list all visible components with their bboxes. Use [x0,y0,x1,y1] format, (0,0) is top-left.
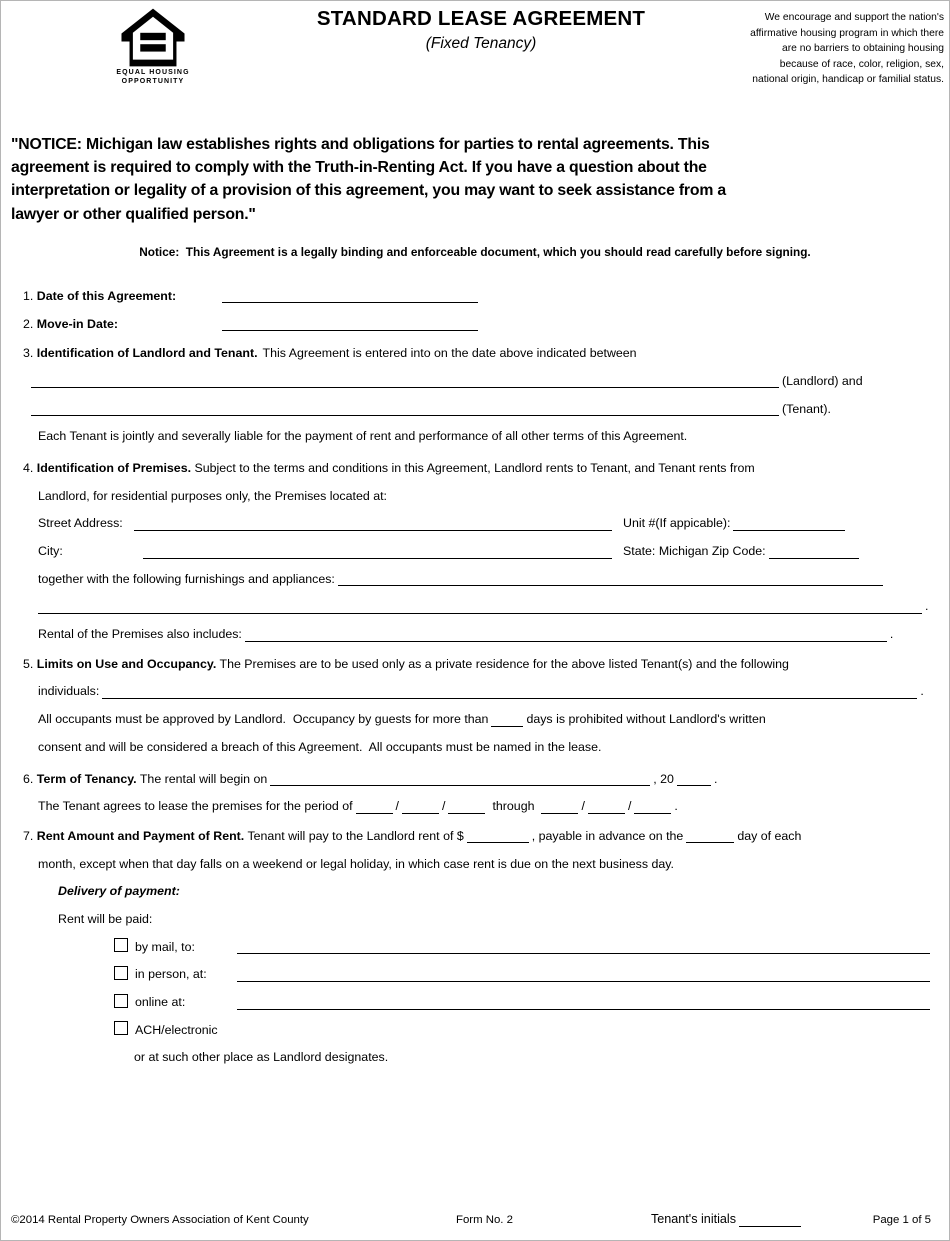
footer [1,1209,949,1235]
state-zip-label: State: Michigan Zip Code: [623,544,766,558]
individuals-row: individuals: . [38,684,924,699]
item-text: The Premises are to be used only as a private residence for the above listed Tenant(s) and the following [219,656,789,671]
furnishings-row [23,566,949,594]
street-address-row [23,510,949,538]
page-number: Page 1 of 5 [872,1214,931,1226]
logo-caption-line2: OPPORTUNITY [121,77,185,85]
rent-paid-intro: Rent will be paid: [58,911,153,926]
item-5-intro [23,651,949,679]
rent-amount-blank[interactable] [467,837,529,843]
city-label: City: [38,544,63,558]
checkbox-in-person[interactable] [114,966,128,980]
tenant-suffix: (Tenant). [782,401,831,416]
mail-address-blank[interactable] [237,948,930,954]
tagline-line: because of race, color, religion, sex, [779,58,944,70]
joint-liability-text: Each Tenant is jointly and severally liable for the payment of rent and performance of all other terms of this Agreement. [38,429,688,444]
tagline-line: national origin, handicap or familial status. [752,74,944,86]
item-label: Identification of Premises. [36,460,192,475]
tagline-line: We encourage and support the nation's [764,12,944,23]
tagline-line: are no barriers to obtaining housing [782,43,944,55]
landlord-suffix: (Landlord) and [782,373,863,388]
begin-year-blank[interactable] [677,780,711,786]
unit-number-label: Unit #(If appicable): [623,516,731,531]
copyright-text: ©2014 Rental Property Owners Association of Kent County [11,1214,309,1226]
payment-option-mail-row [23,934,949,962]
furnishings-continued-row: . [23,593,949,621]
online-address-blank[interactable] [237,1004,930,1010]
rent-due-text: month, except when that day falls on a weekend or legal holiday, in which case rent is due on the next business day. [38,856,674,871]
item-6-term-of-tenancy: 6. Term of Tenancy. The rental will begin on , 20 . [23,771,718,786]
other-place-text: or at such other place as Landlord designates. [134,1050,389,1065]
notice-line: lawyer or other qualified person." [11,205,256,223]
guest-days-row: All occupants must be approved by Landlord. Occupancy by guests for more than days is prohibited without Landlord's written [38,712,766,727]
unit-number-blank[interactable] [733,525,845,531]
period-start-day-blank[interactable] [402,808,439,814]
tenant-initials-label: Tenant's initials [651,1212,737,1226]
rent-due-day-blank[interactable] [686,837,734,843]
rental-includes-blank[interactable] [245,636,887,642]
item-4-intro-2: Landlord, for residential purposes only, the Premises located at: [38,488,387,503]
document-subtitle: (Fixed Tenancy) [425,35,537,52]
street-address-blank[interactable] [134,525,612,531]
header [1,1,949,113]
item-number: 6. [23,771,34,786]
furnishings-blank-2[interactable] [38,608,922,614]
item-number: 2. [23,316,34,331]
item-label: Identification of Landlord and Tenant. [36,346,258,361]
equal-housing-caption [113,69,193,86]
payment-option-person-row [23,961,949,989]
consent-text: consent and will be considered a breach of this Agreement. All occupants must be named in the lease. [38,739,602,754]
item-number: 4. [23,460,34,475]
item-1-date-of-agreement [23,283,949,311]
lease-period-row: The Tenant agrees to lease the premises for the period of / / through / / . [38,799,678,814]
item-7-rent-amount: 7. Rent Amount and Payment of Rent. Tenant will pay to the Landlord rent of $ , payable in advance on the day of each [23,828,802,843]
tenant-initials [651,1212,804,1227]
period-start-month-blank[interactable] [356,808,393,814]
notice-line: interpretation or legality of a provision of this agreement, you may want to seek assistance from a [11,182,726,200]
street-address-label: Street Address: [38,516,123,531]
checkbox-online[interactable] [114,994,128,1008]
item-label: Term of Tenancy. [36,771,137,786]
individuals-blank[interactable] [102,693,917,699]
city-blank[interactable] [143,553,612,559]
ach-label: ACH/electronic [135,1022,218,1037]
tagline-line: affirmative housing program in which there [750,27,944,39]
document-title: STANDARD LEASE AGREEMENT [316,7,646,30]
landlord-name-row [23,368,949,396]
title-block [226,7,736,53]
guest-days-blank[interactable] [491,721,523,727]
online-label: online at: [135,995,186,1009]
item-3-intro [23,340,949,368]
notice-line: "NOTICE: Michigan law establishes rights and obligations for parties to rental agreements. This [11,136,710,153]
truth-in-renting-notice [11,133,941,226]
checkbox-by-mail[interactable] [114,938,128,952]
equal-housing-house-icon [118,8,188,67]
period-end-day-blank[interactable] [588,808,625,814]
form-number: Form No. 2 [456,1214,513,1226]
logo-caption-line1: EQUAL HOUSING [116,69,190,76]
landlord-name-blank[interactable] [31,382,779,388]
form-body [1,283,949,1072]
in-person-label: in person, at: [135,967,207,982]
city-state-zip-row [23,538,949,566]
item-number: 7. [23,828,34,843]
equal-housing-logo [113,8,193,86]
checkbox-ach[interactable] [114,1021,128,1035]
rental-includes-row: Rental of the Premises also includes: . [38,627,894,642]
item-number: 1. [23,288,34,303]
zip-code-blank[interactable] [769,553,859,559]
delivery-of-payment-heading: Delivery of payment: [58,884,180,899]
item-text: Subject to the terms and conditions in this Agreement, Landlord rents to Tenant, and Tenant rents from [194,460,755,475]
notice-line: agreement is required to comply with the Truth-in-Renting Act. If you have a question about the [11,159,707,177]
period-start-year-blank[interactable] [448,808,485,814]
individuals-label: individuals: [38,684,100,699]
item-label: Limits on Use and Occupancy. [36,656,217,671]
furnishings-blank[interactable] [338,580,883,586]
payment-option-ach-row [23,1017,949,1045]
item-number: 3. [23,346,34,361]
item-label: Date of this Agreement: [36,288,177,303]
item-label: Move-in Date: [36,316,119,331]
begin-date-blank[interactable] [270,780,650,786]
fair-housing-tagline [694,10,944,88]
tenant-name-blank[interactable] [31,410,779,416]
tenant-initials-blank[interactable] [739,1221,801,1227]
agreement-date-blank[interactable] [222,297,478,303]
item-text: This Agreement is entered into on the date above indicated between [262,346,637,361]
item-4-intro [23,455,949,483]
item-number: 5. [23,656,34,671]
item-2-move-in-date [23,311,949,339]
rental-includes-label: Rental of the Premises also includes: [38,627,242,642]
move-in-date-blank[interactable] [222,325,478,331]
period-end-year-blank[interactable] [634,808,671,814]
tenant-name-row [23,396,949,424]
payment-option-online-row [23,989,949,1017]
period-end-month-blank[interactable] [541,808,578,814]
item-label: Rent Amount and Payment of Rent. [36,828,245,843]
person-address-blank[interactable] [237,976,930,982]
furnishings-label: together with the following furnishings and appliances: [38,571,335,586]
by-mail-label: by mail, to: [135,939,195,954]
binding-notice: Notice: This Agreement is a legally binding and enforceable document, which you should read carefully before signing. [139,244,811,259]
